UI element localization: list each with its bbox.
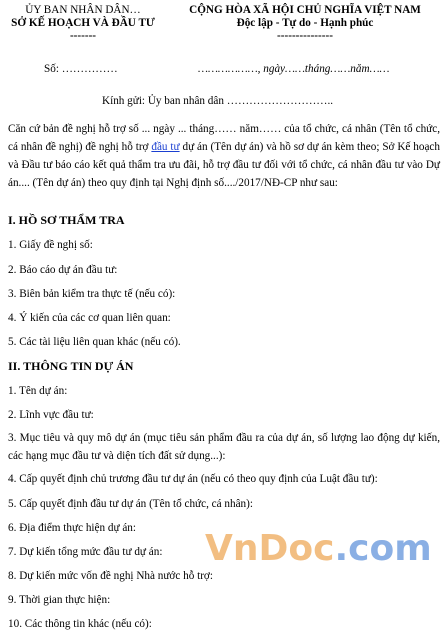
issuer-line-3: ------- xyxy=(69,30,97,42)
section-2-item-1: 1. Tên dự án: xyxy=(8,385,68,397)
dau-tu-link[interactable]: đầu tư xyxy=(151,141,180,153)
section-1-item-2: 2. Báo cáo dự án đầu tư: xyxy=(8,264,118,276)
section-1-item-5: 5. Các tài liệu liên quan khác (nếu có). xyxy=(8,336,181,348)
section-2-item-7: 7. Dự kiến tổng mức đầu tư dự án: xyxy=(8,546,163,558)
section-2-item-5: 5. Cấp quyết định đầu tư dự án (Tên tổ chức, cá nhân): xyxy=(8,498,253,510)
section-2-item-8: 8. Dự kiến mức vốn đề nghị Nhà nước hỗ trợ: xyxy=(8,570,213,582)
intro-text-2: dự án (Tên dự án) và hồ sơ dự án kèm theo; Sở Kế hoạch và Đầu tư báo cáo kết quả thẩm tra ưu đãi, hỗ trợ đầu tư đối với tổ chức, cá nhân đầu tư vào Dự án.... (Tên dự án) theo quy định tại Nghị định số..../2017/NĐ-CP như sau: xyxy=(8,141,440,189)
section-2-item-10: 10. Các thông tin khác (nếu có): xyxy=(8,618,152,630)
section-2-item-6: 6. Địa điểm thực hiện dự án: xyxy=(8,522,137,534)
document-number: Số: …………… xyxy=(44,63,118,75)
section-1-title: I. HỒ SƠ THẨM TRA xyxy=(8,213,125,227)
section-2-item-9: 9. Thời gian thực hiện: xyxy=(8,594,111,606)
issuer-line-2: SỞ KẾ HOẠCH VÀ ĐẦU TƯ xyxy=(11,17,155,29)
national-motto-line-3: --------------- xyxy=(277,30,333,42)
section-2-item-4: 4. Cấp quyết định chủ trương đầu tư dự án (nếu có theo quy định của Luật đầu tư): xyxy=(8,473,378,485)
national-header xyxy=(168,4,442,43)
vndoc-watermark xyxy=(205,528,432,569)
issuer-header xyxy=(8,4,158,43)
section-2-title: II. THÔNG TIN DỰ ÁN xyxy=(8,359,134,373)
intro-text-1: Căn cứ bản đề nghị hỗ trợ số ... ngày ... tháng…… năm…… của tổ chức, cá nhân (Tên tổ chức, cá nhân đề nghị) đề nghị hỗ trợ xyxy=(8,123,440,153)
section-2-item-3: 3. Mục tiêu và quy mô dự án (mục tiêu sản phẩm đầu ra của dự án, số lượng lao động dự kiến, các hạng mục đầu tư và diện tích đất sử dụng...): xyxy=(8,432,440,462)
section-2-item-2: 2. Lĩnh vực đầu tư: xyxy=(8,409,94,421)
recipient-line: Kính gửi: Ủy ban nhân dân ……………………….. xyxy=(102,95,334,107)
intro-paragraph xyxy=(8,120,440,192)
national-motto-line-1: CỘNG HÒA XÃ HỘI CHỦ NGHĨA VIỆT NAM xyxy=(189,4,421,16)
watermark-part-2: .com xyxy=(334,528,432,569)
section-1-item-4: 4. Ý kiến của các cơ quan liên quan: xyxy=(8,312,171,324)
watermark-part-1: VnDoc xyxy=(205,528,335,569)
section-1-item-3: 3. Biên bản kiểm tra thực tế (nếu có): xyxy=(8,288,176,300)
section-1-item-1: 1. Giấy đề nghị số: xyxy=(8,239,93,251)
national-motto-line-2: Độc lập - Tự do - Hạnh phúc xyxy=(236,17,374,29)
document-date: ………………, ngày……tháng……năm…… xyxy=(198,63,390,75)
issuer-line-1: ỦY BAN NHÂN DÂN… xyxy=(25,4,141,16)
